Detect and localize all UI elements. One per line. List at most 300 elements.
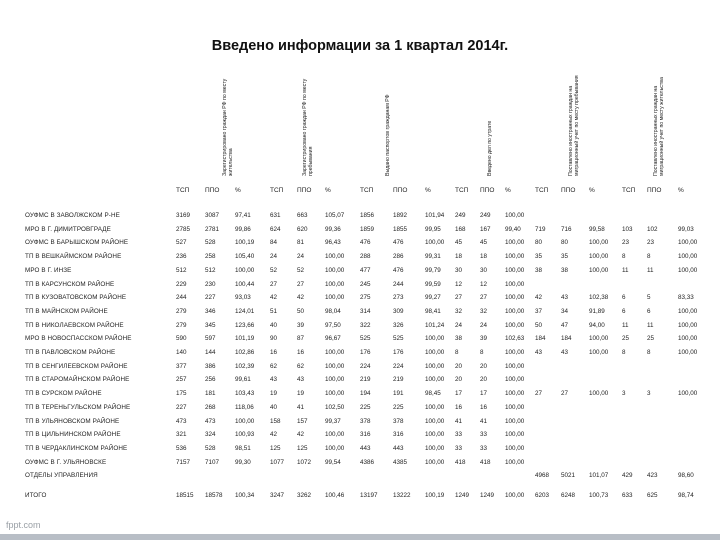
table-cell: 100,00 — [505, 349, 525, 356]
table-cell: 244 — [176, 294, 187, 302]
table-cell: 16 — [480, 403, 488, 411]
table-cell: 101,19 — [235, 335, 255, 343]
column-group-header: Выдано паспортов гражданам РФ — [385, 94, 391, 176]
table-cell: 286 — [393, 253, 404, 261]
table-cell: 17 — [480, 390, 488, 398]
footer-bar — [0, 534, 720, 540]
table-cell: 6 — [622, 307, 626, 315]
table-cell: 27 — [270, 280, 278, 288]
table-cell: 62 — [270, 362, 278, 370]
table-cell: 125 — [270, 444, 281, 452]
table-cell: 423 — [647, 472, 658, 480]
table-cell: 346 — [205, 307, 216, 315]
table-cell: 124,01 — [235, 307, 255, 315]
table-cell: 45 — [455, 239, 463, 247]
table-cell: 326 — [393, 321, 404, 329]
table-cell: 87 — [297, 335, 305, 343]
row-label: ТП В ЦИЛЬНИНСКОМ РАЙОНЕ — [25, 431, 121, 439]
table-cell: 1859 — [360, 225, 375, 233]
row-label: ТП В СТАРОМАЙНСКОМ РАЙОНЕ — [25, 376, 130, 384]
table-cell: 7107 — [205, 458, 220, 466]
table-cell: 377 — [176, 362, 187, 370]
column-subheader: % — [589, 187, 595, 194]
table-cell: 102,39 — [235, 362, 255, 370]
table-cell: 100,00 — [505, 280, 525, 288]
table-cell: 100,00 — [505, 212, 525, 219]
table-cell: 100,00 — [678, 390, 698, 398]
table-cell: 27 — [297, 280, 305, 288]
table-cell: 1855 — [393, 225, 408, 233]
table-cell: 100,00 — [505, 253, 525, 261]
table-cell: 477 — [360, 266, 371, 274]
table-cell: 99,36 — [325, 225, 341, 233]
table-cell: 536 — [176, 444, 187, 452]
table-cell: 378 — [393, 417, 404, 425]
row-label: ТП В ВЕШКАЙМСКОМ РАЙОНЕ — [25, 253, 122, 261]
table-cell: 98,41 — [425, 307, 441, 315]
table-cell: 100,00 — [425, 403, 445, 411]
table-cell: 100,19 — [425, 492, 445, 499]
table-cell: 96,67 — [325, 335, 341, 343]
table-cell: 123,66 — [235, 321, 255, 329]
table-cell: 13222 — [393, 492, 411, 499]
table-cell: 157 — [297, 417, 308, 425]
table-cell: 16 — [270, 349, 278, 356]
column-subheader: ТСП — [622, 187, 636, 194]
table-cell: 249 — [455, 212, 466, 219]
table-cell: 184 — [535, 335, 546, 343]
table-cell: 18515 — [176, 492, 194, 499]
table-cell: 99,95 — [425, 225, 441, 233]
table-cell: 620 — [297, 225, 308, 233]
table-cell: 100,00 — [589, 349, 609, 356]
table-cell: 100,73 — [589, 492, 609, 499]
table-cell: 100,00 — [505, 431, 525, 439]
row-label: МРО В Г. ИНЗЕ — [25, 266, 72, 274]
table-cell: 2781 — [205, 225, 220, 233]
table-cell: 98,51 — [235, 444, 251, 452]
table-cell: 3169 — [176, 212, 191, 219]
table-cell: 102,63 — [505, 335, 525, 343]
table-cell: 100,00 — [505, 362, 525, 370]
table-cell: 194 — [360, 390, 371, 398]
table-cell: 140 — [176, 349, 187, 356]
table-cell: 258 — [205, 253, 216, 261]
table-cell: 6 — [647, 307, 651, 315]
table-cell: 102,50 — [325, 403, 345, 411]
table-cell: 100,00 — [678, 321, 698, 329]
table-cell: 19 — [297, 390, 305, 398]
table-cell: 100,00 — [425, 417, 445, 425]
table-cell: 597 — [205, 335, 216, 343]
table-cell: 20 — [480, 362, 488, 370]
column-subheader: % — [678, 187, 684, 194]
table-cell: 11 — [647, 321, 654, 329]
table-cell: 6203 — [535, 492, 550, 499]
table-cell: 18 — [455, 253, 463, 261]
table-cell: 100,00 — [505, 444, 525, 452]
table-cell: 24 — [480, 321, 488, 329]
table-cell: 18 — [480, 253, 488, 261]
table-cell: 62 — [297, 362, 305, 370]
table-cell: 33 — [480, 444, 488, 452]
table-cell: 3087 — [205, 212, 220, 219]
table-cell: 27 — [535, 390, 543, 398]
table-cell: 1249 — [480, 492, 495, 499]
table-cell: 91,89 — [589, 307, 605, 315]
table-cell: 101,94 — [425, 212, 445, 219]
row-label: ТП В СЕНГИЛЕЕВСКОМ РАЙОНЕ — [25, 362, 128, 370]
table-cell: 100,00 — [589, 390, 609, 398]
table-cell: 30 — [480, 266, 488, 274]
table-cell: 16 — [297, 349, 305, 356]
table-cell: 309 — [393, 307, 404, 315]
table-cell: 83,33 — [678, 294, 694, 302]
table-cell: 43 — [297, 376, 305, 384]
table-cell: 20 — [455, 376, 463, 384]
table-cell: 99,37 — [325, 417, 341, 425]
table-cell: 100,00 — [505, 417, 525, 425]
table-cell: 249 — [480, 212, 491, 219]
table-cell: 631 — [270, 212, 281, 219]
table-cell: 100,00 — [505, 321, 525, 329]
table-cell: 378 — [360, 417, 371, 425]
table-cell: 81 — [297, 239, 305, 247]
table-cell: 100,00 — [589, 335, 609, 343]
table-cell: 8 — [455, 349, 459, 356]
table-cell: 5 — [647, 294, 651, 302]
table-cell: 51 — [270, 307, 278, 315]
table-cell: 268 — [205, 403, 216, 411]
table-cell: 525 — [360, 335, 371, 343]
table-cell: 476 — [393, 239, 404, 247]
table-cell: 324 — [205, 431, 216, 439]
table-cell: 100,00 — [325, 390, 345, 398]
table-cell: 98,04 — [325, 307, 341, 315]
row-label: ТП В СУРСКОМ РАЙОНЕ — [25, 390, 102, 398]
table-cell: 525 — [393, 335, 404, 343]
table-cell: 236 — [176, 253, 187, 261]
table-cell: 590 — [176, 335, 187, 343]
table-cell: 43 — [270, 376, 278, 384]
table-cell: 118,06 — [235, 403, 254, 411]
table-cell: 476 — [360, 239, 371, 247]
table-cell: 100,44 — [235, 280, 255, 288]
column-subheader: ТСП — [455, 187, 469, 194]
table-cell: 99,59 — [425, 280, 441, 288]
table-cell: 105,07 — [325, 212, 345, 219]
table-cell: 99,31 — [425, 253, 441, 261]
table-cell: 176 — [360, 349, 371, 356]
table-cell: 321 — [176, 431, 187, 439]
table-cell: 257 — [176, 376, 187, 384]
table-cell: 97,41 — [235, 212, 251, 219]
table-cell: 99,30 — [235, 458, 251, 466]
table-cell: 100,19 — [235, 239, 255, 247]
table-cell: 40 — [270, 321, 278, 329]
table-cell: 244 — [393, 280, 404, 288]
column-subheader: ТСП — [270, 187, 284, 194]
table-cell: 443 — [393, 444, 404, 452]
table-cell: 100,00 — [678, 335, 698, 343]
table-cell: 100,00 — [505, 458, 525, 466]
table-cell: 345 — [205, 321, 216, 329]
table-cell: 279 — [176, 307, 187, 315]
column-group-header: Поставлено иностранных граждан на миграционный учет по месту пребывания — [568, 75, 580, 176]
table-cell: 100,00 — [505, 266, 525, 274]
table-cell: 12 — [480, 280, 488, 288]
column-subheader: ТСП — [176, 187, 190, 194]
table-cell: 50 — [297, 307, 305, 315]
table-cell: 100,00 — [678, 349, 698, 356]
table-cell: 230 — [205, 280, 216, 288]
table-cell: 11 — [647, 266, 654, 274]
table-cell: 8 — [647, 349, 651, 356]
table-cell: 7157 — [176, 458, 191, 466]
table-cell: 34 — [561, 307, 569, 315]
table-cell: 418 — [455, 458, 466, 466]
row-label: ТП В НИКОЛАЕВСКОМ РАЙОНЕ — [25, 321, 124, 329]
table-cell: 100,00 — [425, 239, 445, 247]
table-cell: 100,00 — [505, 376, 525, 384]
table-cell: 100,00 — [678, 266, 698, 274]
table-cell: 20 — [480, 376, 488, 384]
table-cell: 1077 — [270, 458, 285, 466]
table-cell: 100,00 — [505, 403, 525, 411]
table-cell: 38 — [561, 266, 569, 274]
table-cell: 93,03 — [235, 294, 251, 302]
table-cell: 100,00 — [325, 431, 345, 439]
table-cell: 100,00 — [235, 417, 255, 425]
table-cell: 96,43 — [325, 239, 341, 247]
table-cell: 3247 — [270, 492, 285, 499]
table-cell: 23 — [647, 239, 655, 247]
column-group-header: Зарегистрировано граждан РФ по месту жительства — [222, 78, 234, 176]
table-cell: 100,00 — [425, 349, 445, 356]
row-label: ТП В ТЕРЕНЬГУЛЬСКОМ РАЙОНЕ — [25, 403, 131, 411]
table-cell: 100,00 — [505, 294, 525, 302]
table-cell: 227 — [205, 294, 216, 302]
table-cell: 102,86 — [235, 349, 255, 356]
table-cell: 50 — [535, 321, 543, 329]
table-cell: 97,50 — [325, 321, 341, 329]
table-cell: 275 — [360, 294, 371, 302]
table-cell: 527 — [176, 239, 187, 247]
table-cell: 322 — [360, 321, 371, 329]
table-cell: 99,58 — [589, 225, 605, 233]
table-cell: 476 — [393, 266, 404, 274]
row-label: ТП В МАЙНСКОМ РАЙОНЕ — [25, 307, 108, 315]
column-subheader: ППО — [393, 187, 408, 194]
table-cell: 52 — [270, 266, 278, 274]
table-cell: 4968 — [535, 472, 550, 480]
table-cell: 100,00 — [505, 307, 525, 315]
table-cell: 33 — [455, 431, 463, 439]
table-cell: 98,45 — [425, 390, 441, 398]
table-cell: 100,00 — [325, 362, 345, 370]
row-label: ОУФМС В БАРЫШСКОМ РАЙОНЕ — [25, 239, 129, 247]
table-cell: 20 — [455, 362, 463, 370]
table-cell: 1072 — [297, 458, 312, 466]
table-cell: 167 — [480, 225, 491, 233]
table-cell: 528 — [205, 239, 216, 247]
table-cell: 41 — [297, 403, 305, 411]
row-label: ТП В УЛЬЯНОВСКОМ РАЙОНЕ — [25, 417, 120, 425]
table-cell: 219 — [393, 376, 404, 384]
table-cell: 100,00 — [425, 444, 445, 452]
table-cell: 4385 — [393, 458, 408, 466]
table-cell: 38 — [535, 266, 543, 274]
table-cell: 144 — [205, 349, 216, 356]
table-cell: 35 — [561, 253, 569, 261]
table-cell: 2785 — [176, 225, 191, 233]
table-cell: 43 — [561, 294, 569, 302]
table-cell: 25 — [622, 335, 630, 343]
table-cell: 99,40 — [505, 225, 521, 233]
table-cell: 100,00 — [325, 280, 345, 288]
table-cell: 100,00 — [425, 458, 445, 466]
table-cell: 45 — [480, 239, 488, 247]
column-subheader: ППО — [647, 187, 662, 194]
table-cell: 4386 — [360, 458, 375, 466]
table-cell: 84 — [270, 239, 278, 247]
table-cell: 100,00 — [425, 376, 445, 384]
table-cell: 227 — [176, 403, 187, 411]
table-cell: 100,00 — [678, 307, 698, 315]
table-cell: 27 — [455, 294, 463, 302]
table-cell: 40 — [270, 403, 278, 411]
table-cell: 102 — [647, 225, 658, 233]
column-subheader: ППО — [561, 187, 576, 194]
table-cell: 443 — [360, 444, 371, 452]
table-cell: 25 — [647, 335, 655, 343]
table-cell: 42 — [270, 294, 278, 302]
table-cell: 41 — [455, 417, 463, 425]
table-cell: 39 — [480, 335, 488, 343]
column-subheader: ППО — [480, 187, 495, 194]
column-subheader: % — [235, 187, 241, 194]
table-cell: 418 — [480, 458, 491, 466]
table-cell: 528 — [205, 444, 216, 452]
table-cell: 102,38 — [589, 294, 609, 302]
table-cell: 47 — [561, 321, 569, 329]
table-cell: 8 — [622, 253, 626, 261]
table-cell: 100,00 — [325, 294, 345, 302]
table-cell: 316 — [360, 431, 371, 439]
table-cell: 24 — [455, 321, 463, 329]
table-cell: 100,00 — [325, 444, 345, 452]
table-cell: 3 — [622, 390, 626, 398]
table-cell: 256 — [205, 376, 216, 384]
table-cell: 80 — [535, 239, 543, 247]
slide-title: Введено информации за 1 квартал 2014г. — [211, 38, 509, 54]
table-cell: 473 — [176, 417, 187, 425]
table-cell: 90 — [270, 335, 278, 343]
table-cell: 279 — [176, 321, 187, 329]
table-cell: 1856 — [360, 212, 375, 219]
row-label: МРО В НОВОСПАССКОМ РАЙОНЕ — [25, 335, 132, 343]
table-cell: 100,00 — [325, 376, 345, 384]
table-cell: 98,74 — [678, 492, 694, 499]
table-cell: 101,07 — [589, 472, 609, 480]
table-cell: 32 — [455, 307, 463, 315]
table-cell: 100,00 — [325, 253, 345, 261]
table-cell: 38 — [455, 335, 463, 343]
table-cell: 100,46 — [325, 492, 345, 499]
column-subheader: ТСП — [360, 187, 374, 194]
row-label: ТП В ПАВЛОВСКОМ РАЙОНЕ — [25, 349, 116, 356]
table-cell: 100,00 — [425, 431, 445, 439]
row-label: ТП В КАРСУНСКОМ РАЙОНЕ — [25, 280, 115, 288]
column-subheader: % — [425, 187, 431, 194]
table-cell: 663 — [297, 212, 308, 219]
table-cell: 100,34 — [235, 492, 255, 499]
table-cell: 3 — [647, 390, 651, 398]
table-cell: 100,00 — [589, 253, 609, 261]
table-cell: 80 — [561, 239, 569, 247]
column-group-header: Зарегистрировано граждан РФ по месту пребывания — [302, 78, 314, 176]
table-cell: 103,43 — [235, 390, 255, 398]
table-cell: 5021 — [561, 472, 576, 480]
row-label: ИТОГО — [25, 492, 47, 499]
table-cell: 386 — [205, 362, 216, 370]
table-cell: 42 — [535, 294, 543, 302]
table-cell: 100,93 — [235, 431, 255, 439]
table-cell: 100,00 — [425, 362, 445, 370]
table-cell: 33 — [480, 431, 488, 439]
row-label: МРО В Г. ДИМИТРОВГРАДЕ — [25, 225, 111, 233]
table-cell: 17 — [455, 390, 463, 398]
table-cell: 6 — [622, 294, 626, 302]
table-cell: 176 — [393, 349, 404, 356]
table-cell: 125 — [297, 444, 308, 452]
table-cell: 245 — [360, 280, 371, 288]
table-cell: 273 — [393, 294, 404, 302]
column-group-header: Поставлено иностранных граждан на миграционный учет по месту жительства — [653, 77, 665, 176]
table-cell: 3262 — [297, 492, 312, 499]
table-cell: 43 — [561, 349, 569, 356]
table-cell: 13197 — [360, 492, 378, 499]
row-label: ОТДЕЛЫ УПРАВЛЕНИЯ — [25, 472, 98, 480]
table-cell: 99,54 — [325, 458, 341, 466]
table-cell: 625 — [647, 492, 658, 499]
row-label: ОУФМС В ЗАВОЛЖСКОМ Р-НЕ — [25, 212, 120, 219]
table-cell: 624 — [270, 225, 281, 233]
table-cell: 24 — [297, 253, 305, 261]
row-label: ОУФМС В Г. УЛЬЯНОВСКЕ — [25, 458, 107, 466]
table-cell: 512 — [205, 266, 216, 274]
table-cell: 224 — [360, 362, 371, 370]
table-cell: 24 — [270, 253, 278, 261]
table-cell: 100,00 — [589, 239, 609, 247]
row-label: ТП В КУЗОВАТОВСКОМ РАЙОНЕ — [25, 294, 127, 302]
table-cell: 98,60 — [678, 472, 694, 480]
table-cell: 100,00 — [425, 335, 445, 343]
table-cell: 100,00 — [325, 266, 345, 274]
table-cell: 191 — [393, 390, 404, 398]
table-cell: 41 — [480, 417, 488, 425]
table-cell: 181 — [205, 390, 216, 398]
table-cell: 18578 — [205, 492, 223, 499]
table-cell: 100,00 — [678, 239, 698, 247]
table-cell: 101,24 — [425, 321, 445, 329]
table-cell: 99,86 — [235, 225, 251, 233]
table-cell: 316 — [393, 431, 404, 439]
table-cell: 633 — [622, 492, 633, 499]
table-cell: 100,00 — [505, 390, 525, 398]
table-cell: 6248 — [561, 492, 576, 499]
table-cell: 8 — [622, 349, 626, 356]
